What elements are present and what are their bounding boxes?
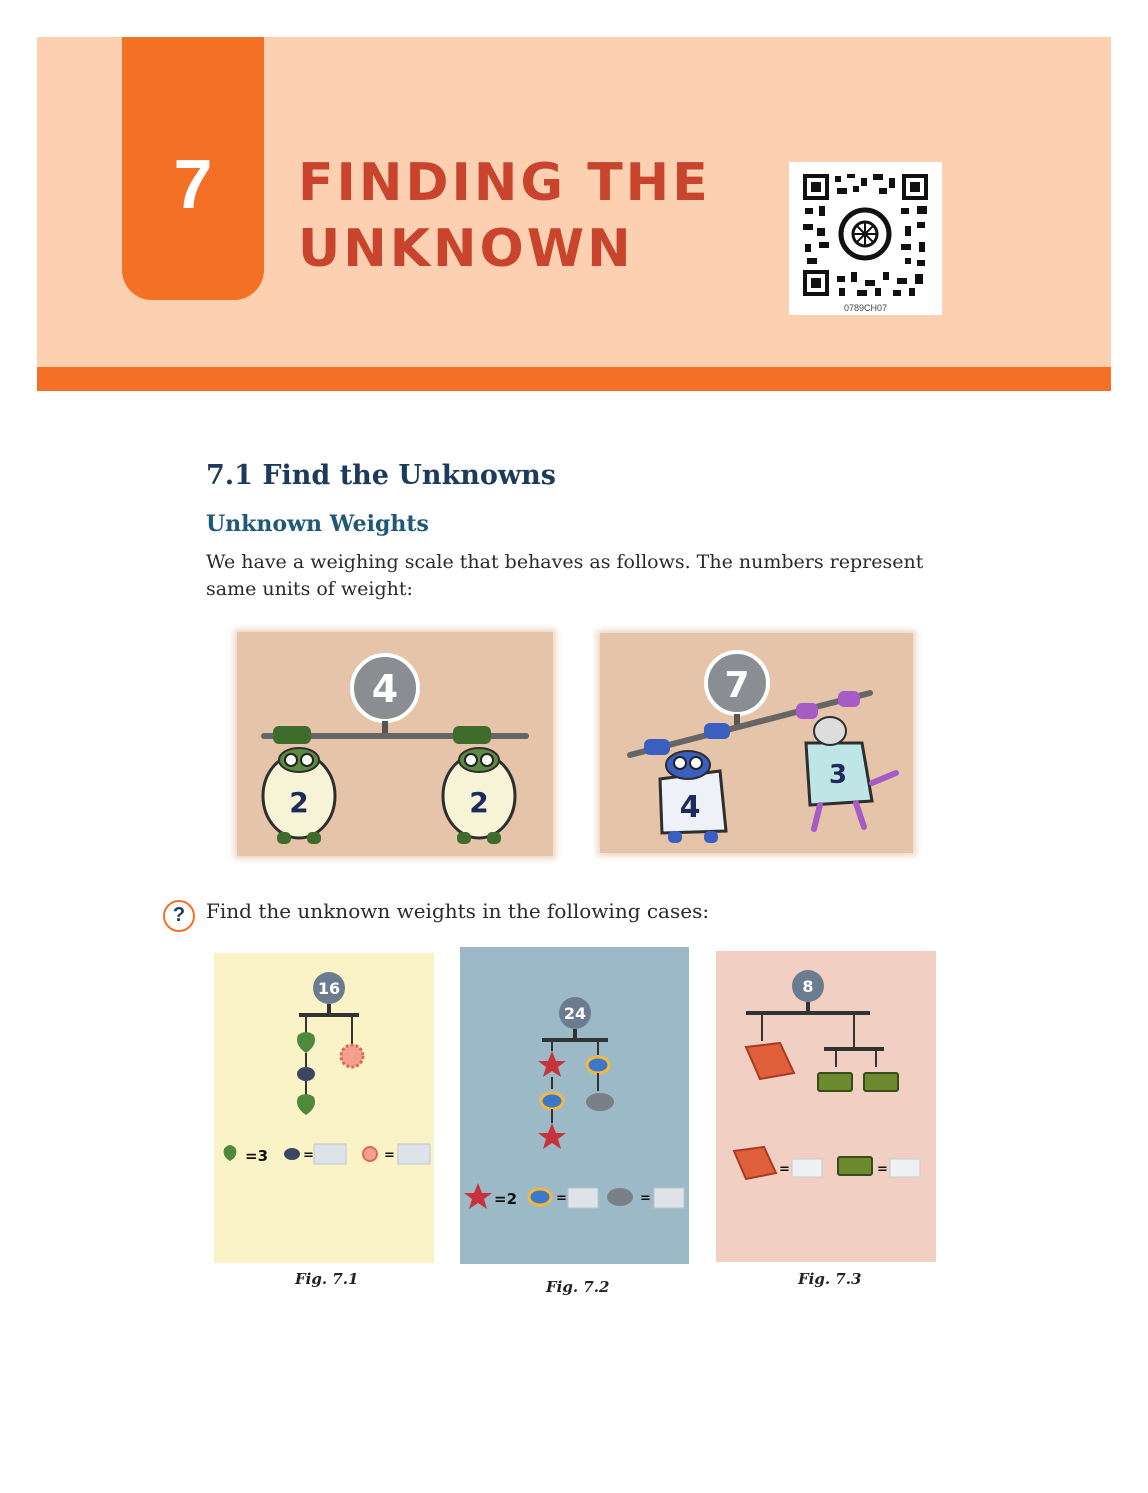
- submarine-icon: [586, 1093, 614, 1111]
- example-2-weight-left: 4: [679, 790, 701, 825]
- figure-7-1-known: =3: [245, 1147, 269, 1165]
- leaf-icon: [297, 1094, 315, 1115]
- pencil-box-icon: [838, 1157, 872, 1175]
- pencil-box-icon: [864, 1073, 898, 1091]
- chapter-title: [298, 150, 711, 282]
- example-2-total: 7: [724, 665, 750, 706]
- example-1-weight-right: 2: [469, 786, 489, 819]
- figure-7-2-known: =2: [494, 1190, 518, 1208]
- answer-box[interactable]: [890, 1159, 920, 1177]
- chapter-title-line-1: FINDING THE: [298, 153, 711, 213]
- leaf-icon: [297, 1032, 315, 1053]
- leaf-icon: [224, 1145, 237, 1161]
- figure-7-3-caption: Fig. 7.3: [798, 1270, 862, 1288]
- bird-icon: [284, 1148, 300, 1160]
- banner-accent-bar: [37, 367, 1111, 391]
- qr-code-label: 0789CH07: [843, 303, 888, 313]
- starfish-icon: [538, 1123, 566, 1149]
- section-subtitle: Unknown Weights: [206, 511, 429, 537]
- qr-code-icon: [801, 172, 930, 298]
- fish-icon: [541, 1093, 563, 1109]
- figure-7-3-mobile: [716, 951, 936, 1262]
- figure-7-3-eq-2: =: [877, 1162, 888, 1177]
- answer-box[interactable]: [654, 1188, 684, 1208]
- question-text: Find the unknown weights in the following cases:: [206, 899, 710, 923]
- submarine-icon: [607, 1188, 633, 1206]
- intro-paragraph: We have a weighing scale that behaves as follows. The numbers represent same units of weight:: [206, 551, 924, 600]
- qr-code[interactable]: [789, 162, 942, 315]
- figure-7-1-total: 16: [317, 979, 341, 998]
- example-1-weight-left: 2: [289, 786, 309, 819]
- chapter-number: 7: [173, 145, 213, 223]
- weight-character-left: [263, 726, 335, 844]
- example-scale-1: [237, 632, 553, 856]
- example-2-weight-right: 3: [828, 760, 848, 790]
- example-scale-2-illustration: [600, 633, 913, 853]
- example-scale-2: [600, 633, 913, 853]
- example-scale-1-illustration: [237, 632, 553, 856]
- figure-7-2-eq-2: =: [640, 1191, 651, 1206]
- answer-box[interactable]: [314, 1144, 346, 1164]
- figure-7-3-eq-1: =: [779, 1162, 790, 1177]
- starfish-icon: [464, 1183, 492, 1209]
- flower-icon: [363, 1147, 377, 1161]
- book-icon: [734, 1147, 776, 1179]
- figure-7-2-mobile: [460, 947, 689, 1264]
- starfish-icon: [538, 1051, 566, 1077]
- figure-7-3-total: 8: [802, 977, 814, 996]
- question-icon: ?: [163, 900, 195, 932]
- flower-icon: [341, 1045, 363, 1067]
- example-1-total: 4: [371, 667, 399, 711]
- pencil-box-icon: [818, 1073, 852, 1091]
- figure-7-1-eq-1: =: [303, 1148, 314, 1163]
- figure-7-2-caption: Fig. 7.2: [546, 1278, 610, 1296]
- answer-box[interactable]: [398, 1144, 430, 1164]
- chapter-number-tab: [122, 37, 264, 300]
- figure-7-2-total: 24: [563, 1004, 587, 1023]
- figure-7-1: [214, 953, 434, 1263]
- figure-7-1-caption: Fig. 7.1: [295, 1270, 359, 1288]
- section-title: 7.1 Find the Unknowns: [206, 460, 556, 491]
- figure-7-2: [460, 947, 689, 1264]
- chapter-title-line-2: UNKNOWN: [298, 219, 634, 279]
- figure-7-3: [716, 951, 936, 1262]
- fish-icon: [587, 1057, 609, 1073]
- weight-character-right: [443, 726, 515, 844]
- book-icon: [746, 1043, 794, 1079]
- figure-7-2-eq-1: =: [556, 1191, 567, 1206]
- figure-7-1-eq-2: =: [384, 1148, 395, 1163]
- answer-box[interactable]: [568, 1188, 598, 1208]
- bird-icon: [297, 1067, 315, 1081]
- figure-7-1-mobile: [214, 953, 434, 1263]
- answer-box[interactable]: [792, 1159, 822, 1177]
- fish-icon: [529, 1189, 551, 1205]
